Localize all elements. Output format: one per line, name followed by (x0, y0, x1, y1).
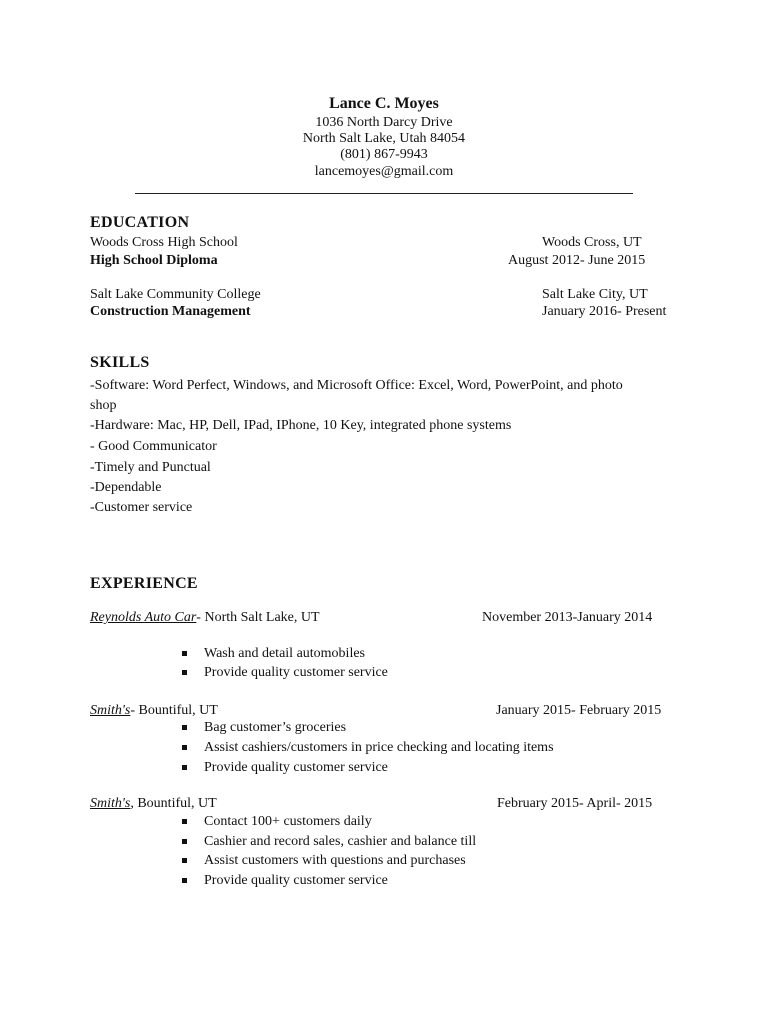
skill-item: -Hardware: Mac, HP, Dell, IPad, IPhone, 10 Key, integrated phone systems (90, 418, 512, 433)
job-duty: Wash and detail automobiles (204, 646, 365, 661)
job-dates: February 2015- April- 2015 (497, 796, 653, 811)
header-divider (135, 193, 633, 194)
bullet-icon (182, 839, 187, 844)
job-employer: Smith's (90, 703, 131, 718)
job-dates: January 2015- February 2015 (496, 703, 662, 718)
education-location: Salt Lake City, UT (542, 287, 648, 302)
job-title-line (90, 702, 218, 720)
education-dates: January 2016- Present (542, 304, 667, 319)
skill-item: -Software: Word Perfect, Windows, and Microsoft Office: Excel, Word, PowerPoint, and photo (90, 378, 623, 393)
education-degree: High School Diploma (90, 253, 218, 268)
bullet-icon (182, 745, 187, 750)
education-location: Woods Cross, UT (542, 235, 642, 250)
job-title-line (90, 609, 320, 627)
applicant-name: Lance C. Moyes (329, 95, 439, 112)
bullet-icon (182, 651, 187, 656)
phone-number: (801) 867-9943 (340, 147, 428, 162)
job-duty: Cashier and record sales, cashier and balance till (204, 834, 477, 849)
bullet-icon (182, 765, 187, 770)
education-heading: EDUCATION (90, 214, 190, 231)
job-duty: Provide quality customer service (204, 873, 388, 888)
bullet-icon (182, 878, 187, 883)
skills-heading: SKILLS (90, 354, 150, 371)
job-location: - North Salt Lake, UT (196, 610, 320, 625)
job-duty: Assist cashiers/customers in price checking and locating items (204, 740, 554, 755)
experience-heading: EXPERIENCE (90, 575, 198, 592)
address-line-2: North Salt Lake, Utah 84054 (302, 131, 466, 146)
job-location: - Bountiful, UT (130, 703, 218, 718)
skill-item: shop (90, 398, 117, 413)
job-duty: Assist customers with questions and purchases (204, 853, 466, 868)
job-duty: Provide quality customer service (204, 665, 388, 680)
bullet-icon (182, 819, 187, 824)
education-school: Salt Lake Community College (90, 287, 261, 302)
job-employer: Reynolds Auto Car (90, 610, 197, 625)
job-duty: Provide quality customer service (204, 760, 388, 775)
bullet-icon (182, 858, 187, 863)
skill-item: - Good Communicator (90, 439, 217, 454)
education-dates: August 2012- June 2015 (508, 253, 646, 268)
education-school: Woods Cross High School (90, 235, 238, 250)
bullet-icon (182, 725, 187, 730)
skill-item: -Customer service (90, 500, 193, 515)
address-line-1: 1036 North Darcy Drive (315, 115, 453, 130)
education-degree: Construction Management (90, 304, 251, 319)
bullet-icon (182, 670, 187, 675)
job-employer: Smith's (90, 796, 131, 811)
job-duty: Bag customer’s groceries (204, 720, 347, 735)
skill-item: -Timely and Punctual (90, 460, 211, 475)
job-title-line (90, 795, 217, 813)
skill-item: -Dependable (90, 480, 162, 495)
job-duty: Contact 100+ customers daily (204, 814, 372, 829)
email-address: lancemoyes@gmail.com (314, 164, 454, 179)
job-dates: November 2013-January 2014 (482, 610, 653, 625)
job-location: , Bountiful, UT (130, 796, 217, 811)
